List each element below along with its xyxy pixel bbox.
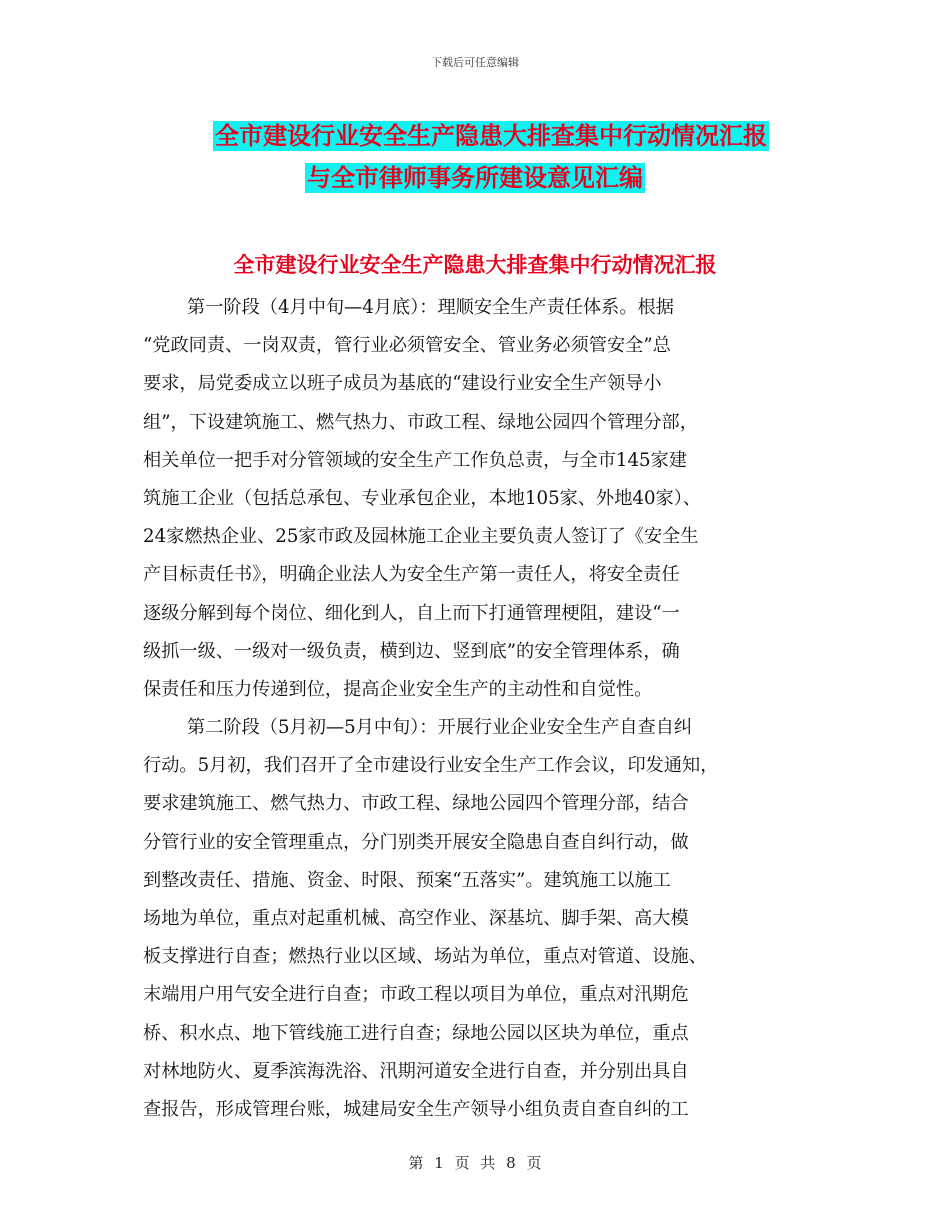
text-line: 逐级分解到每个岗位、细化到人，自上而下打通管理梗阻，建设“一	[143, 602, 680, 624]
section-title: 全市建设行业安全生产隐患大排查集中行动情况汇报	[233, 253, 717, 277]
page-number: 第 1 页 共 8 页	[408, 1154, 542, 1172]
text-line: 场地为单位，重点对起重机械、高空作业、深基坑、脚手架、高大模	[143, 908, 689, 929]
document-title-line-2	[0, 158, 950, 193]
text-line: 分管行业的安全管理重点，分门别类开展安全隐患自查自纠行动，做	[143, 831, 689, 853]
text-line: 桥、积水点、地下管线施工进行自查；绿地公园以区块为单位，重点	[143, 1022, 689, 1044]
text-line: 第二阶段（5月初—5月中旬）：开展行业企业安全生产自查自纠	[187, 717, 693, 739]
paragraph-1	[143, 289, 823, 709]
title-line-2-text: 与全市律师事务所建设意见汇编	[307, 164, 643, 192]
paragraph-2	[143, 709, 823, 1129]
text-line: 24家燃热企业、25家市政及园林施工企业主要负责人签订了《安全生	[143, 526, 699, 548]
text-line: “党政同责、一岗双责，管行业必须管安全、管业务必须管安全”总	[143, 335, 671, 357]
text-line: 相关单位一把手对分管领域的安全生产工作负总责，与全市145家建	[143, 449, 687, 471]
document-body	[143, 289, 823, 1129]
text-line: 保责任和压力传递到位，提高企业安全生产的主动性和自觉性。	[143, 678, 653, 700]
text-line: 板支撑进行自查；燃热行业以区域、场站为单位，重点对管道、设施、	[143, 946, 707, 968]
text-line: 第一阶段（4月中旬—4月底）：理顺安全生产责任体系。根据	[187, 297, 674, 318]
text-line: 到整改责任、措施、资金、时限、预案“五落实”。建筑施工以施工	[143, 869, 671, 891]
text-line: 级抓一级、一级对一级负责，横到边、竖到底”的安全管理体系，确	[143, 640, 680, 662]
text-line: 要求建筑施工、燃气热力、市政工程、绿地公园四个管理分部，结合	[143, 793, 689, 815]
text-line: 末端用户用气安全进行自查；市政工程以项目为单位，重点对汛期危	[143, 984, 689, 1006]
document-title-line-1	[16, 116, 950, 151]
text-line: 筑施工企业（包括总承包、专业承包企业，本地105家、外地40家）、	[143, 487, 702, 509]
text-line: 行动。5月初，我们召开了全市建设行业安全生产工作会议，印发通知，	[143, 755, 719, 777]
text-line: 要求，局党委成立以班子成员为基底的“建设行业安全生产领导小	[143, 373, 662, 395]
title-line-1-text: 全市建设行业安全生产隐患大排查集中行动情况汇报	[215, 122, 767, 150]
text-line: 对林地防火、夏季滨海洗浴、汛期河道安全进行自查，并分别出具自	[143, 1060, 689, 1082]
header-note: 下载后可任意编辑	[431, 56, 519, 69]
text-line: 产目标责任书》，明确企业法人为安全生产第一责任人，将安全责任	[143, 564, 680, 586]
text-line: 查报告，形成管理台账，城建局安全生产领导小组负责自查自纠的工	[143, 1098, 689, 1120]
text-line: 组”，下设建筑施工、燃气热力、市政工程、绿地公园四个管理分部，	[143, 411, 698, 433]
